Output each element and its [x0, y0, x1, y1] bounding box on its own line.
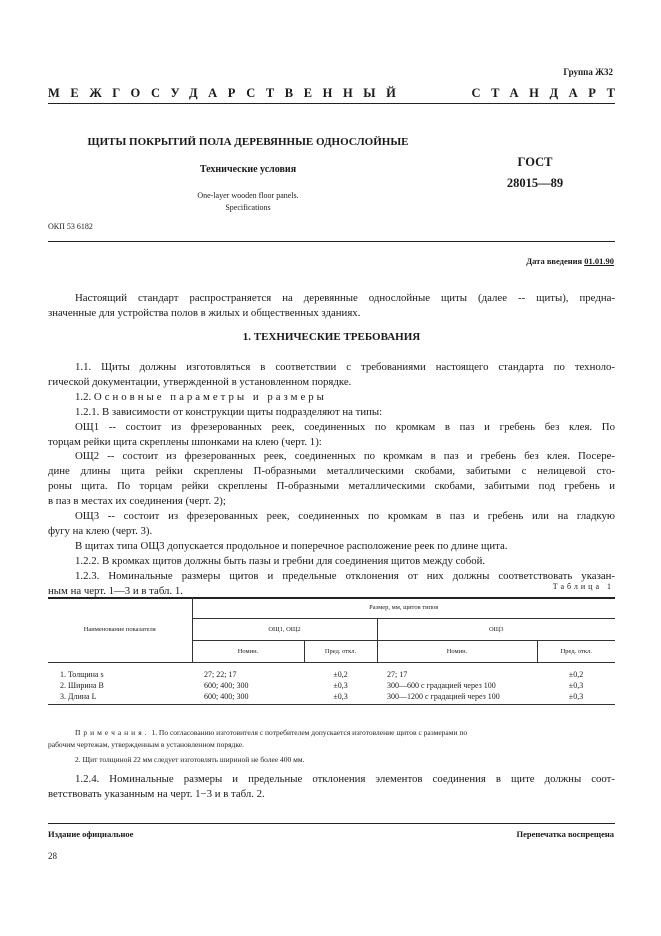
- note-1-text: 1. По согласованию изготовителя с потребителем допускается изготовление щитов с размерами по: [151, 728, 468, 737]
- note-1-line1: [48, 727, 615, 739]
- group-code: Группа Ж32: [563, 67, 613, 77]
- section-heading: 1. ТЕХНИЧЕСКИЕ ТРЕБОВАНИЯ: [242, 331, 421, 343]
- section-body: [48, 360, 615, 599]
- english-title: [48, 190, 448, 214]
- paragraph-1-2-4: [48, 772, 615, 802]
- banner-left: МЕЖГОСУДАРСТВЕННЫЙ: [48, 86, 407, 100]
- okp-code: ОКП 53 6182: [48, 222, 93, 231]
- intro-date-label: Дата введения: [526, 256, 583, 266]
- header-parameter: Наименование показателя: [48, 597, 192, 663]
- row-deviation-a: ±0,3: [333, 681, 348, 690]
- note-2: 2. Щит толщиной 22 мм следует изготовлять шириной не более 400 мм.: [75, 755, 305, 764]
- row-nominal-a: 600; 400; 300: [204, 692, 249, 701]
- text-line: ОЩ3 -- состоит из фрезерованных реек, соединенных по кромкам в паз и гребень или на гладкую: [75, 510, 615, 523]
- table-bottom-rule: [48, 704, 615, 705]
- footer-official: Издание официальное: [48, 829, 134, 839]
- row-nominal-b: 300—1200 с градацией через 100: [387, 692, 500, 701]
- table-row: [48, 680, 615, 691]
- gost-number: 28015—89: [506, 176, 564, 190]
- header-type-b: ОЩ3: [377, 619, 615, 641]
- text-line: 1.1. Щиты должны изготовляться в соответствии с требованиями настоящего стандарта по техноло-: [75, 361, 615, 373]
- row-nominal-a: 27; 22; 17: [204, 670, 237, 679]
- row-parameter: 1. Толщина s: [60, 670, 104, 679]
- title-rule: [48, 241, 615, 242]
- text-line: 1.2.2. В кромках щитов должны быть пазы и гребни для соединения щитов между собой.: [75, 554, 486, 567]
- row-deviation-a: ±0,3: [333, 692, 348, 701]
- row-nominal-a: 600; 400; 300: [204, 681, 249, 690]
- table-label: Таблица 1: [552, 582, 614, 591]
- subsection-heading: [48, 390, 615, 405]
- text-line: 1.2.4. Номинальные размеры и предельные отклонения элементов соединения в щите должны соот-: [75, 773, 615, 785]
- table-row: [48, 663, 615, 681]
- row-nominal-b: 27; 17: [387, 670, 408, 679]
- subsection-title: Основные параметры и размеры: [93, 390, 327, 403]
- table-row: [48, 691, 615, 702]
- subsection-number: 1.2.: [75, 390, 92, 403]
- text-line: ОЩ2 -- состоит из фрезерованных реек, соединенных по кромкам в паз и гребень без клея. Посере-: [75, 450, 615, 463]
- header-deviation-a: Пред. откл.: [304, 641, 377, 663]
- row-deviation-b: ±0,2: [568, 670, 584, 679]
- dimensions-table: [48, 597, 615, 702]
- text-line: дине длины щита рейки скреплены П-образными металлическими скобами, забитыми с нелицевой сто-: [48, 465, 615, 478]
- gost-designation: [490, 152, 580, 194]
- gost-label: ГОСТ: [517, 155, 553, 169]
- header-size: Размер, мм, щитов типов: [192, 597, 615, 619]
- standard-banner: [48, 86, 626, 101]
- page-number: 28: [48, 851, 57, 861]
- header-deviation-b: Пред. откл.: [537, 641, 615, 663]
- footer-rule: [48, 823, 615, 824]
- header-nominal-a: Номин.: [192, 641, 304, 663]
- text-line: 1.2.3. Номинальные размеры щитов и предельные отклонения от них должны соответствовать указан-: [75, 569, 615, 582]
- header-rule: [48, 103, 615, 104]
- document-subtitle: Технические условия: [199, 164, 297, 175]
- text-line: фугу на клею (черт. 3).: [48, 524, 153, 537]
- row-nominal-b: 300—600 с градацией через 100: [387, 681, 496, 690]
- text-line: В щитах типа ОЩ3 допускается продольное и поперечное расположение реек по длине щита.: [75, 539, 508, 552]
- english-title-line1: One-layer wooden floor panels.: [197, 191, 299, 200]
- footer-reprint: Перепечатка воспрещена: [516, 829, 614, 839]
- notes-label: Примечания.: [75, 728, 150, 737]
- text-line: торцам рейки щита скреплены шпонками на клею (черт. 1):: [48, 435, 322, 448]
- text-line: значенные для устройства полов в жилых и общественных зданиях.: [48, 306, 361, 319]
- header-type-a: ОЩ1, ОЩ2: [192, 619, 377, 641]
- english-title-line2: Specifications: [225, 203, 271, 212]
- text-line: ОЩ1 -- состоит из фрезерованных реек, соединенных по кромкам в паз и гребень без клея. По: [75, 420, 615, 433]
- text-line: гической документации, утвержденной в установленном порядке.: [48, 375, 352, 388]
- text-line: 1.2.1. В зависимости от конструкции щиты подразделяют на типы:: [75, 405, 383, 418]
- document-title: ЩИТЫ ПОКРЫТИЙ ПОЛА ДЕРЕВЯННЫЕ ОДНОСЛОЙНЫЕ: [87, 136, 409, 148]
- row-deviation-a: ±0,2: [333, 670, 348, 679]
- row-deviation-b: ±0,3: [568, 692, 584, 701]
- text-line: роны щита. По торцам рейки скреплены П-образными металлическими скобами, забитыми под гребень и: [48, 480, 615, 493]
- intro-date: [526, 256, 614, 266]
- intro-date-value: 01.01.90: [584, 256, 614, 266]
- table-notes: [48, 727, 615, 766]
- note-1-line2: рабочим чертежам, утвержденным в установленном порядке.: [48, 739, 245, 749]
- row-deviation-b: ±0,3: [568, 681, 584, 690]
- row-parameter: 2. Ширина B: [60, 681, 104, 690]
- header-nominal-b: Номин.: [377, 641, 537, 663]
- text-line: Настоящий стандарт распространяется на деревянные однослойные щиты (далее -- щиты), предна-: [75, 292, 615, 304]
- text-line: в паз в местах их соединения (черт. 2);: [48, 495, 226, 508]
- text-line: ным на черт. 1—3 и в табл. 1.: [48, 584, 183, 597]
- row-parameter: 3. Длина L: [60, 692, 97, 701]
- banner-right: СТАНДАРТ: [471, 86, 626, 100]
- text-line: ветствовать указанным на черт. 1−3 и в табл. 2.: [48, 787, 265, 800]
- intro-paragraph: [48, 291, 615, 321]
